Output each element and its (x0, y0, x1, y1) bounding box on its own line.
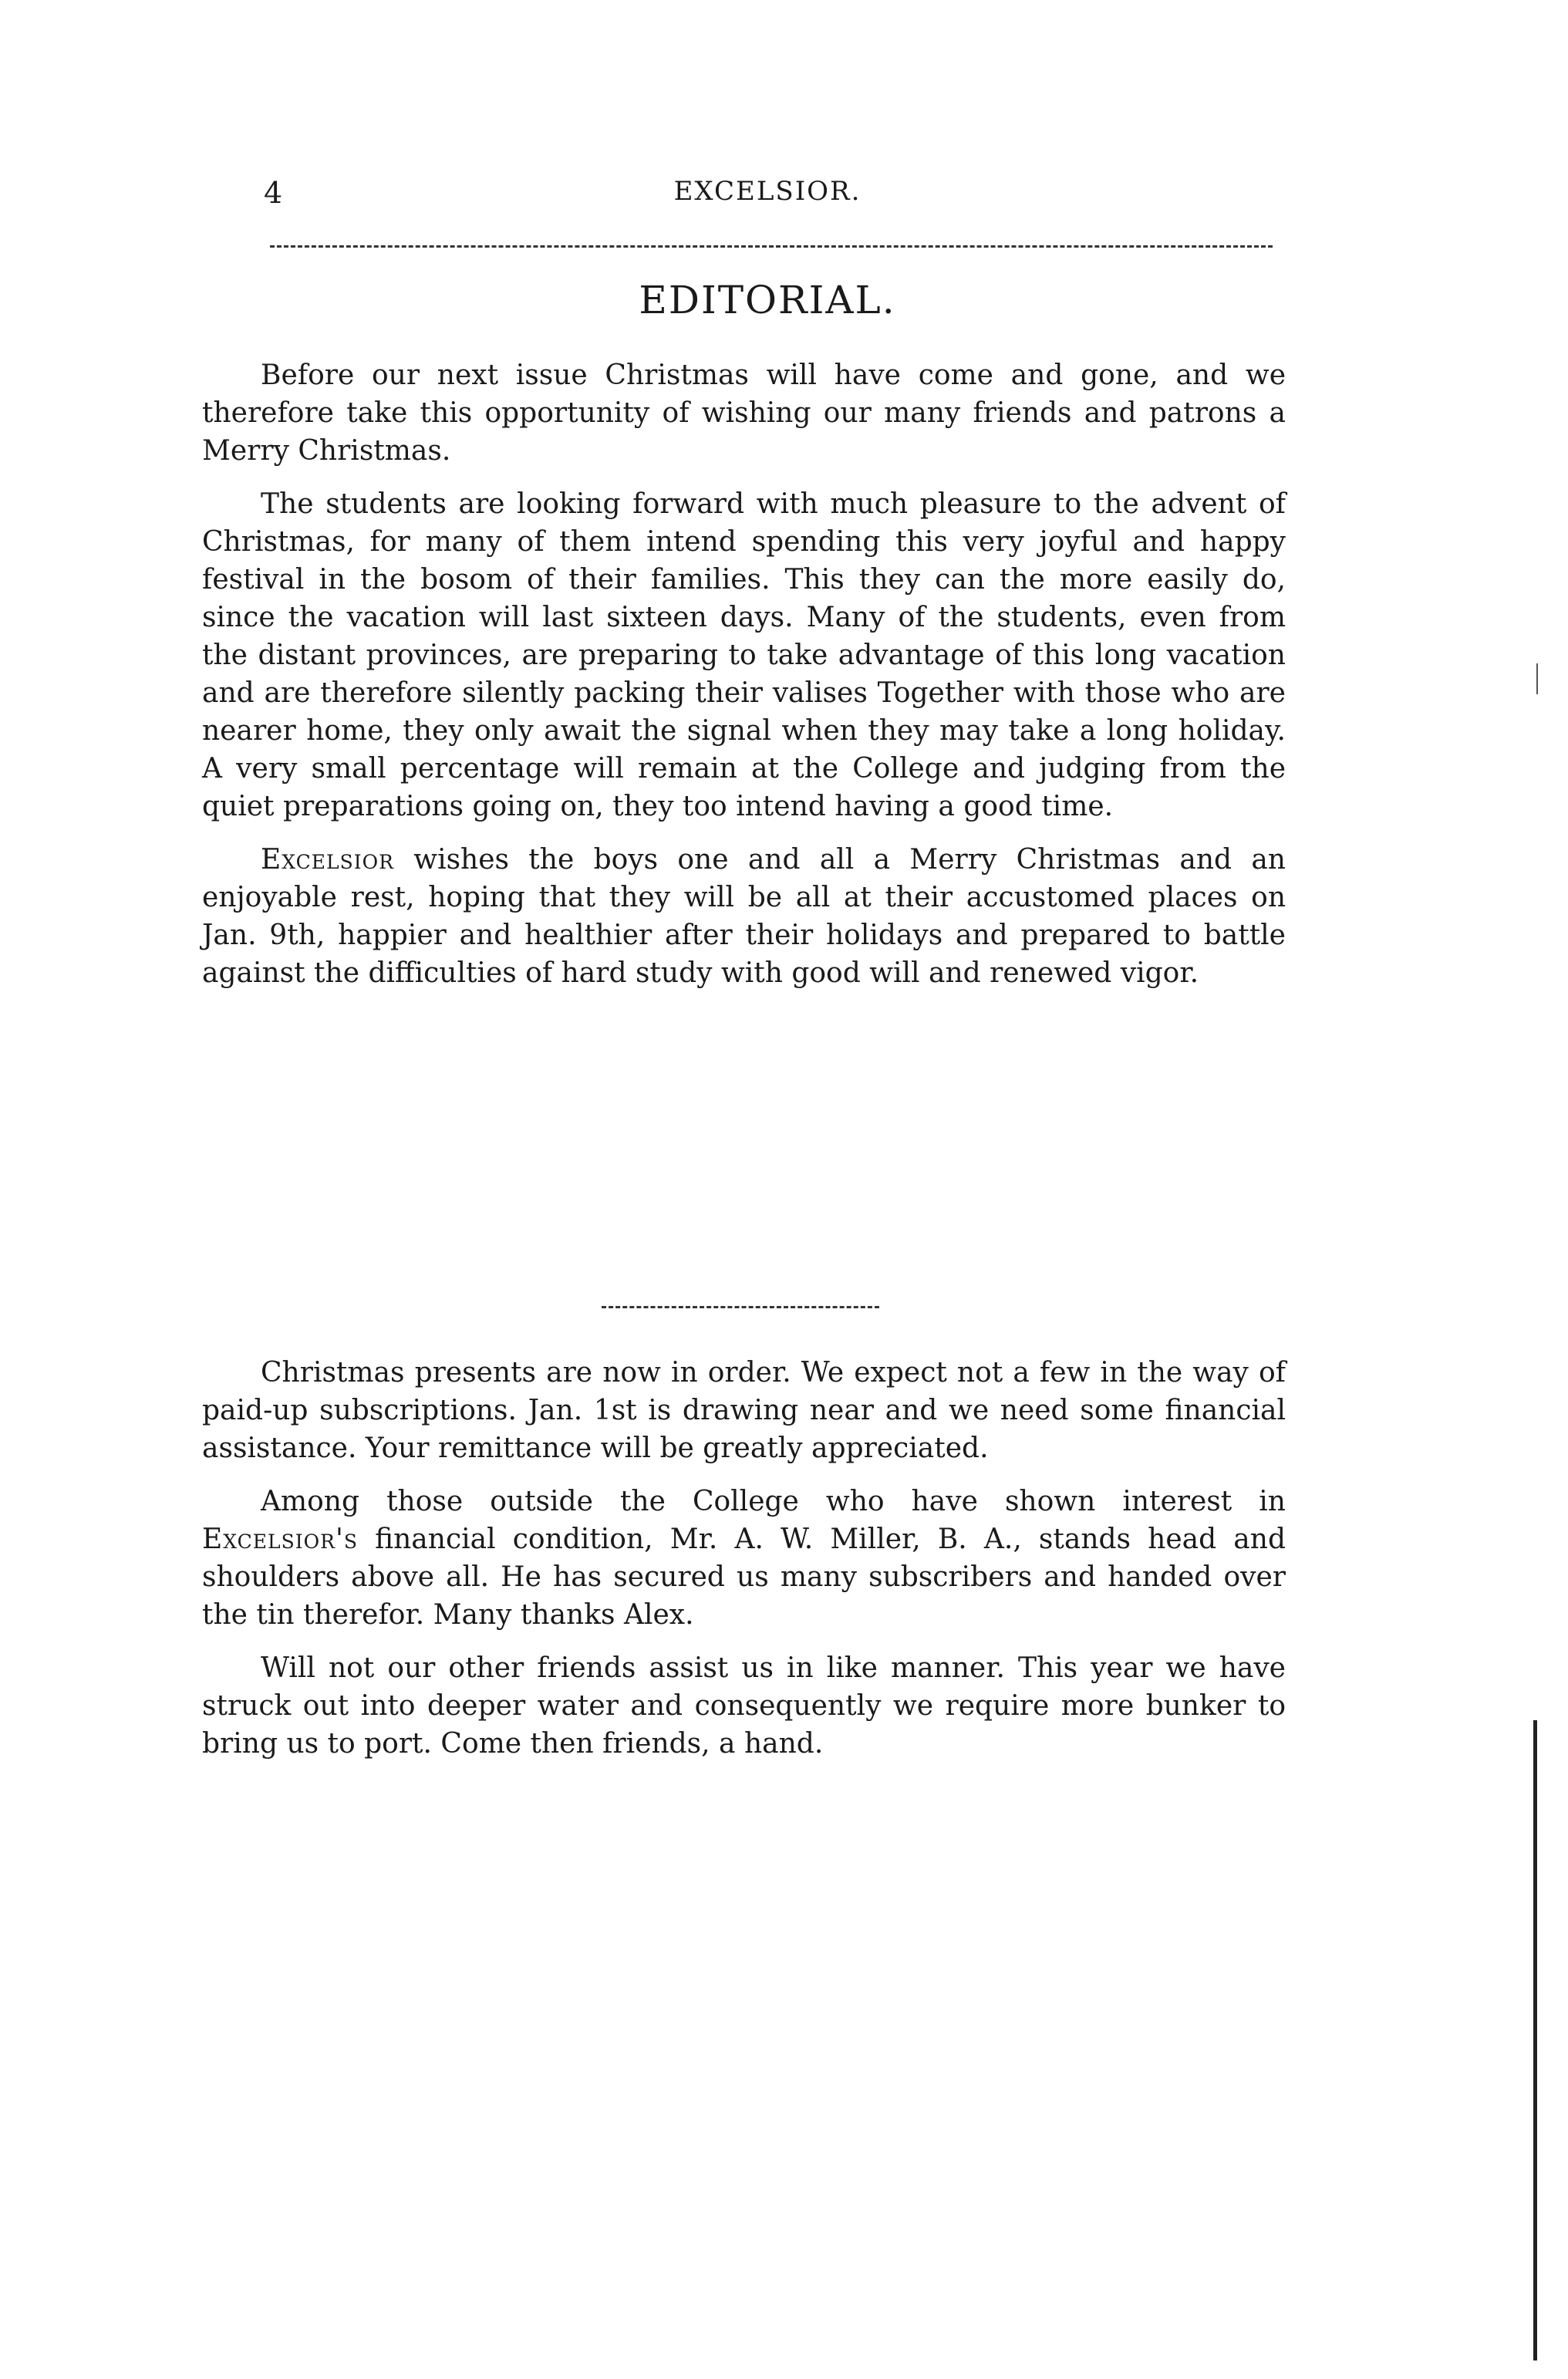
editorial-body (202, 356, 1286, 1007)
subscription-notes (202, 1354, 1286, 1778)
excelsior-name: Excelsior (261, 844, 394, 876)
paragraph-miller-rest: financial condition, Mr. A. W. Miller, B. A., stands head and shoulders above all. He has secured us many subscribers and handed over the tin therefor. Many thanks Alex. (202, 1524, 1286, 1631)
paragraph-excelsior-wishes (202, 841, 1286, 992)
section-separator (602, 1306, 879, 1308)
running-title: EXCELSIOR. (673, 176, 862, 207)
excelsiors-name: Excelsior's (202, 1524, 358, 1555)
page-number: 4 (264, 176, 283, 210)
paragraph-christmas-greeting: Before our next issue Christmas will have come and gone, and we therefore take this opportunity of wishing our many friends and patrons a Merry Christmas. (202, 359, 1286, 467)
paragraph-appeal: Will not our other friends assist us in like manner. This year we have struck out into deeper water and consequently we require more bunker to bring us to port. Come then friends, a hand. (202, 1652, 1286, 1760)
page-header (255, 176, 1280, 222)
paragraph-miller-lead: Among those outside the College who have shown interest in (261, 1486, 1286, 1517)
header-rule (270, 245, 1273, 248)
paragraph-presents: Christmas presents are now in order. We expect not a few in the way of paid-up subscriptions. Jan. 1st is drawing near and we need some financial assistance. Your remittance will be greatly appreciated. (202, 1357, 1286, 1464)
binding-edge-rule (1533, 1720, 1537, 2360)
paragraph-vacation: The students are looking forward with much pleasure to the advent of Christmas, for many of them intend spending this very joyful and happy festival in the bosom of their families. This they can the more easily do, since the vacation will last sixteen days. Many of the students, even from the distant provinces, are preparing to take advantage of this long vacation and are therefore silently packing their valises Together with those who are nearer home, they only await the signal when they may take a long holiday. A very small percentage will remain at the College and judging from the quiet preparations going on, they too intend having a good time. (202, 488, 1286, 822)
margin-mark (1536, 663, 1538, 694)
paragraph-miller (202, 1483, 1286, 1634)
paragraph-excelsior-wishes-text: wishes the boys one and all a Merry Christmas and an enjoyable rest, hoping that they will be all at their accustomed places on Jan. 9th, happier and healthier after their holidays and prepared to battle against the difficulties of hard study with good will and renewed vigor. (202, 844, 1286, 989)
section-title: EDITORIAL. (639, 278, 896, 322)
